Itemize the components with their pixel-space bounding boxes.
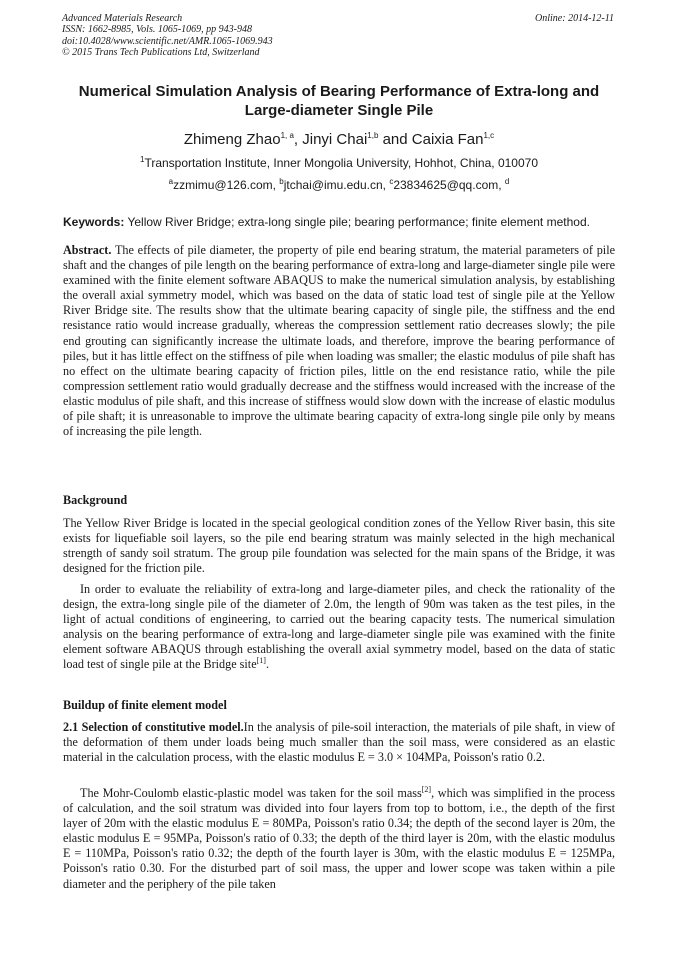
section-heading-fem: Buildup of finite element model	[63, 698, 227, 712]
fem-paragraph-2	[63, 786, 615, 892]
author-emails	[60, 178, 618, 193]
affiliation-mark: 1	[139, 155, 145, 164]
author-separator: and	[378, 131, 412, 148]
paragraph-text: In order to evaluate the reliability of extra-long and large-diameter piles, and check the rationality of the design, the extra-long single pile of the diameter of 2.0m, the length of 90m was taken as the test piles, in the light of actual conditions of engineering, to carried out the bearing capacity tests. The numerical simulation analysis on the bearing performance of extra-long and large-diameter single pile was examined with the finite element software ABAQUS through establishing the overall axial symmetry model, based on the data of static load test of single pile at the Bridge site	[63, 582, 615, 672]
affiliation-text: Transportation Institute, Inner Mongolia University, Hohhot, China, 010070	[144, 156, 538, 170]
email-mark: a	[168, 177, 174, 186]
paper-title: Numerical Simulation Analysis of Bearing Performance of Extra-long and Large-diameter Single Pile	[78, 83, 600, 119]
subsection-label: 2.1 Selection of constitutive model.	[63, 720, 244, 734]
email: zzmimu@126.com,	[173, 178, 280, 192]
email-mark: b	[279, 177, 284, 186]
citation-ref: [1]	[256, 656, 266, 666]
email: 23834625@qq.com,	[393, 178, 505, 192]
paragraph-text: The Mohr-Coulomb elastic-plastic model was taken for the soil mass	[80, 786, 422, 800]
subsection-2-1	[63, 720, 615, 765]
author-affiliation-mark: 1, a	[280, 131, 294, 140]
subsection-text: In the analysis of pile-soil interaction, the materials of pile shaft, in view of the deformation of them under loads being much smaller than the soil mass, were considered as an elastic material in the calculation process, with the elastic modulus E = 3.0 × 104MPa, Poisson's ratio 0.2.	[63, 720, 615, 765]
email: jtchai@imu.edu.cn,	[283, 178, 390, 192]
citation-ref: [2]	[421, 784, 432, 794]
abstract-label: Abstract.	[63, 243, 112, 257]
abstract	[63, 243, 615, 439]
abstract-text: The effects of pile diameter, the property of pile end bearing stratum, the material parameters of pile shaft and the changes of pile length on the bearing performance of extra-long and large-diameter single pile were examined with the finite element software ABAQUS to make the numerical simulation analysis, by establishing the overall axial symmetry model, which was based on the data of static load test of single pile at the Yellow River Bridge site. The results show that the ultimate bearing capacity of single pile, the stiffness and the end resistance ratio would increase gradually, whereas the compression settlement ratio decreases slowly; the pile end grouting can significantly increase the ultimate loads, and therefore, improve the bearing performance of piles, but it has little effect on the stiffness of pile when loading was smaller; the elastic modulus of pile shaft has no effect on the ultimate bearing capacity of friction piles, little on the end resistance ratio, while the pile compression settlement ratio would gradually decrease and the stiffness would increased with the increase of the elastic modulus of pile shaft, and this increase of stiffness would slow down with the increase of elastic modulus of pile shaft; it is unreasonable to improve the ultimate bearing capacity of extra-long single pile only by means of increasing the pile length.	[63, 243, 615, 439]
keywords-text: Yellow River Bridge; extra-long single pile; bearing performance; finite element method.	[124, 215, 590, 229]
author-list	[60, 131, 618, 149]
copyright-line: © 2015 Trans Tech Publications Ltd, Switzerland	[62, 46, 260, 58]
section-heading-background: Background	[63, 493, 128, 507]
author-name: Zhimeng Zhao	[183, 131, 281, 148]
email-mark: d	[504, 177, 510, 186]
background-paragraph-2	[63, 582, 615, 673]
author-name: Jinyi Chai	[302, 131, 368, 148]
background-paragraph-1: The Yellow River Bridge is located in the special geological condition zones of the Yellow River basin, this site exists for liquefiable soil layers, so the pile end bearing stratum was mainly selected in the high mechanical strength of sandy soil stratum. The group pile foundation was selected for the main spans of the Bridge, it was designed for the friction pile.	[63, 516, 615, 576]
keywords	[63, 215, 615, 230]
journal-metadata	[62, 13, 273, 58]
paragraph-end: .	[265, 657, 269, 672]
keywords-label: Keywords:	[63, 215, 125, 229]
email-mark: c	[389, 177, 394, 186]
author-affiliation-mark: 1,c	[483, 131, 495, 140]
author-affiliation-mark: 1,b	[367, 131, 379, 140]
issn-line: ISSN: 1662-8985, Vols. 1065-1069, pp 943-948	[62, 24, 252, 36]
doi-line: doi:10.4028/www.scientific.net/AMR.1065-1069.943	[62, 35, 273, 47]
paragraph-text-continued: , which was simplified in the process of calculation, and the soil stratum was divided into four layers from top to bottom, i.e., the depth of the first layer of 20m with the elastic modulus E = 80MPa, Poisson's ratio 0.34; the depth of the second layer is 20m, the elastic modulus E = 95MPa, Poisson's ratio of 0.33; the depth of the third layer is 20m, with the elastic modulus E = 110MPa, Poisson's ratio 0.32; the depth of the fourth layer is 30m, with the elastic modulus E = 125MPa, Poisson's ratio 0.30. For the disturbed part of soil mass, the upper and lower scope was taken within a pile diameter and the periphery of the pile taken	[63, 786, 615, 891]
affiliation	[60, 156, 618, 171]
author-name: Caixia Fan	[411, 131, 484, 148]
author-separator: ,	[293, 131, 303, 148]
online-date: Online: 2014-12-11	[535, 13, 614, 24]
journal-name: Advanced Materials Research	[62, 13, 183, 24]
